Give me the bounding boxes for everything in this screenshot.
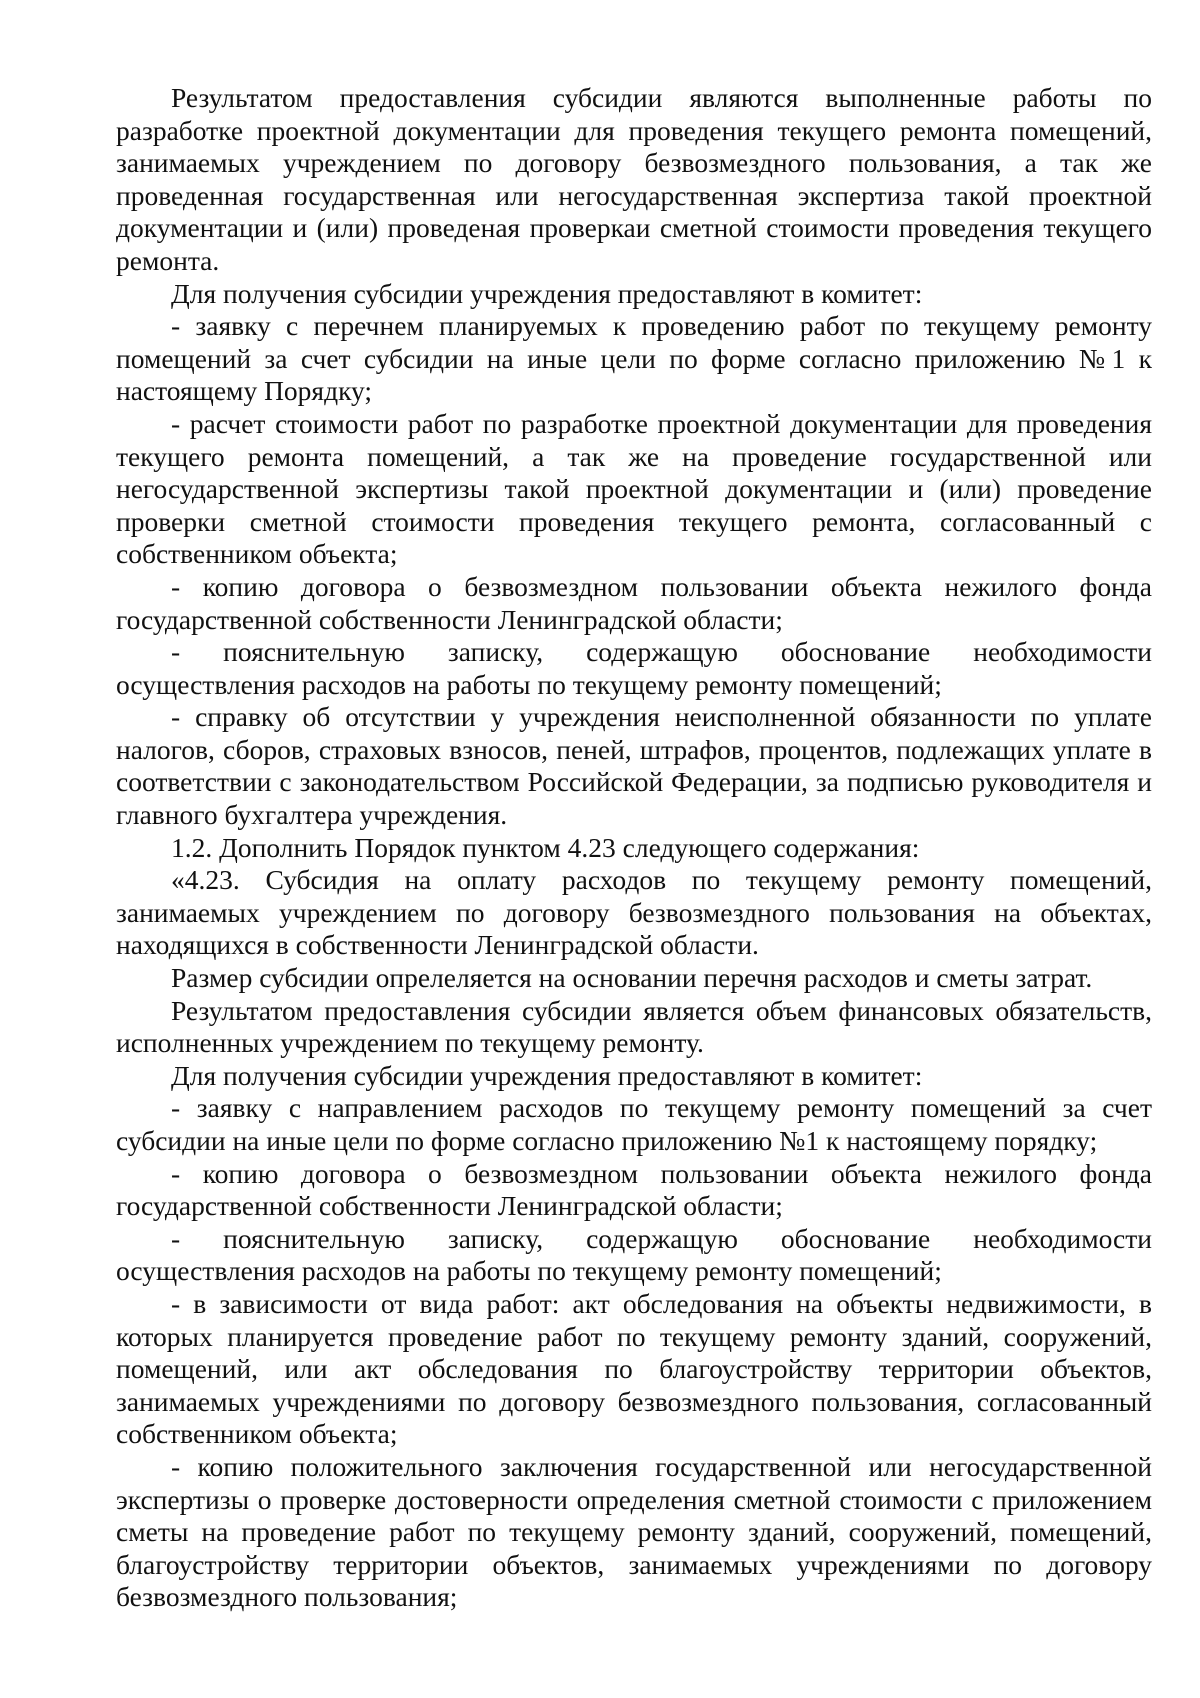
- list-item-cost-calculation: - расчет стоимости работ по разработке проектной документации для проведения текущего ремонта помещений, а так же на проведение государственной или негосударственной экспертизы такой проектной документации и (или) проведение проверки сметной стоимости проведения текущего ремонта, согласованный с собственником объекта;: [116, 407, 1152, 570]
- paragraph-subsidy-size: Размер субсидии опрелеляется на основании перечня расходов и сметы затрат.: [171, 962, 1093, 994]
- document-page: [116, 82, 1152, 1614]
- list-item-application-2: - заявку с направлением расходов по текущему ремонту помещений за счет субсидии на иные цели по форме согласно приложению №1 к настоящему порядку;: [116, 1092, 1152, 1156]
- paragraph-subsidy-result-2: Результатом предоставления субсидии является объем финансовых обязательств, исполненных учреждением по текущему ремонту.: [116, 994, 1152, 1059]
- list-item-expert-conclusion: - копию положительного заключения государственной или негосударственной экспертизы о проверке достоверности определения сметной стоимости с приложением сметы на проведение работ по текущему ремонту зданий, сооружений, помещений, благоустройству территории объектов, занимаемых учреждениями по договору безвозмездного пользования;: [116, 1450, 1152, 1613]
- paragraph-documents-intro: Для получения субсидии учреждения предоставляют в комитет:: [171, 277, 923, 309]
- list-item-application: - заявку с перечнем планируемых к проведению работ по текущему ремонту помещений за счет субсидии на иные цели по форме согласно приложению №1 к настоящему Порядку;: [116, 310, 1152, 407]
- paragraph-clause-4-23: «4.23. Субсидия на оплату расходов по текущему ремонту помещений, занимаемых учреждением по договору безвозмездного пользования на объектах, находящихся в собственности Ленинградской области.: [116, 864, 1152, 961]
- list-item-explanatory-note-2: - пояснительную записку, содержащую обоснование необходимости осуществления расходов на работы по текущему ремонту помещений;: [116, 1222, 1152, 1287]
- list-item-tax-certificate: - справку об отсутствии у учреждения неисполненной обязанности по уплате налогов, сборов, страховых взносов, пеней, штрафов, процентов, подлежащих уплате в соответствии с законодательством Российской Федерации, за подписью руководителя и главного бухгалтера учреждения.: [116, 701, 1152, 831]
- list-item-contract-copy-2: - копию договора о безвозмездном пользовании объекта нежилого фонда государственной собственности Ленинградской области;: [116, 1157, 1152, 1222]
- list-item-inspection-act: - в зависимости от вида работ: акт обследования на объекты недвижимости, в которых планируется проведение работ по текущему ремонту зданий, сооружений, помещений, или акт обследования по благоустройству территории объектов, занимаемых учреждениями по договору безвозмездного пользования, согласованный собственником объекта;: [116, 1287, 1152, 1450]
- list-item-contract-copy: - копию договора о безвозмездном пользовании объекта нежилого фонда государственной собственности Ленинградской области;: [116, 570, 1152, 635]
- list-item-explanatory-note: - пояснительную записку, содержащую обоснование необходимости осуществления расходов на работы по текущему ремонту помещений;: [116, 636, 1152, 700]
- paragraph-subsidy-result: Результатом предоставления субсидии являются выполненные работы по разработке проектной документации для проведения текущего ремонта помещений, занимаемых учреждением по договору безвозмездного пользования, а так же проведенная государственная или негосударственная экспертиза такой проектной документации и (или) проведеная проверкаи сметной стоимости проведения текущего ремонта.: [116, 82, 1152, 276]
- paragraph-amendment-1-2: 1.2. Дополнить Порядок пунктом 4.23 следующего содержания:: [171, 831, 920, 863]
- paragraph-documents-intro-2: Для получения субсидии учреждения предоставляют в комитет:: [171, 1059, 923, 1091]
